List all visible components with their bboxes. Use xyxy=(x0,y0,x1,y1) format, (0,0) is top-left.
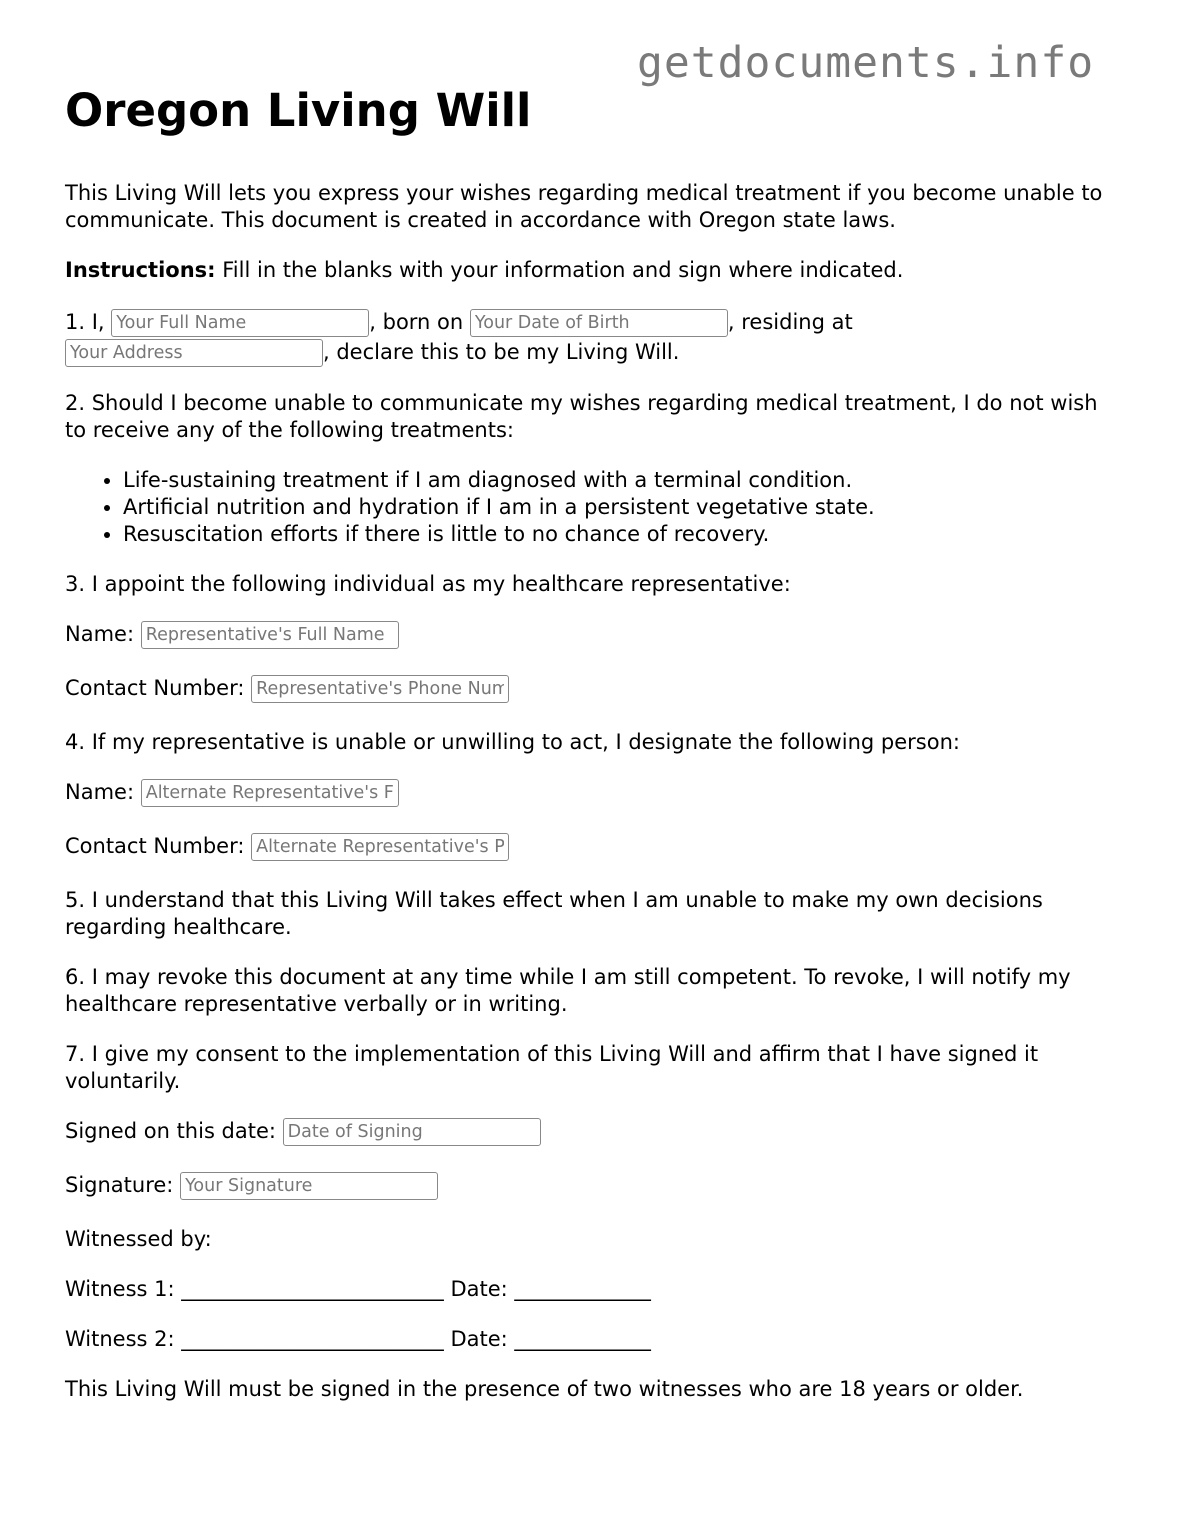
signature-row xyxy=(65,1172,1125,1200)
representative-paragraph: 3. I appoint the following individual as my healthcare representative: xyxy=(65,572,791,596)
signing-date-row xyxy=(65,1118,1125,1146)
declaration-residing-at: , residing at xyxy=(727,310,853,334)
page-title: Oregon Living Will xyxy=(65,84,532,137)
declaration-prefix: 1. I, xyxy=(65,310,112,334)
declaration-suffix: , declare this to be my Living Will. xyxy=(323,340,680,364)
declaration-paragraph xyxy=(65,307,1125,367)
instructions-paragraph xyxy=(65,257,1125,284)
representative-name-input[interactable] xyxy=(141,621,399,649)
revoke-paragraph: 6. I may revoke this document at any time while I am still competent. To revoke, I will notify my healthcare representative verbally or in writing. xyxy=(65,965,1071,1016)
intro-paragraph: This Living Will lets you express your wishes regarding medical treatment if you become unable to communicate. This document is created in accordance with Oregon state laws. xyxy=(65,181,1103,232)
list-item: • Artificial nutrition and hydration if I am in a persistent vegetative state. xyxy=(123,494,1125,521)
watermark: getdocuments.info xyxy=(637,38,1095,88)
alternate-contact-label: Contact Number: xyxy=(65,834,252,858)
witnessed-by-label: Witnessed by: xyxy=(65,1227,212,1251)
representative-contact-label: Contact Number: xyxy=(65,676,252,700)
treatment-list xyxy=(65,467,1125,548)
alternate-name-label: Name: xyxy=(65,780,141,804)
witness-2-line: Witness 2: _________________________ Date: _____________ xyxy=(65,1327,651,1351)
signature-input[interactable] xyxy=(180,1172,438,1200)
alternate-contact-row xyxy=(65,833,1125,861)
full-name-input[interactable] xyxy=(111,309,369,337)
address-input[interactable] xyxy=(65,339,323,367)
list-item: • Resuscitation efforts if there is little to no chance of recovery. xyxy=(123,521,1125,548)
date-of-birth-input[interactable] xyxy=(470,309,728,337)
witness-1-line: Witness 1: _________________________ Date: _____________ xyxy=(65,1277,651,1301)
instructions-label: Instructions: xyxy=(65,258,216,282)
representative-name-label: Name: xyxy=(65,622,141,646)
representative-phone-input[interactable] xyxy=(251,675,509,703)
alternate-phone-input[interactable] xyxy=(251,833,509,861)
consent-paragraph: 7. I give my consent to the implementation of this Living Will and affirm that I have signed it voluntarily. xyxy=(65,1042,1039,1093)
alternate-paragraph: 4. If my representative is unable or unwilling to act, I designate the following person: xyxy=(65,730,960,754)
alternate-name-input[interactable] xyxy=(141,779,399,807)
footer-note: This Living Will must be signed in the presence of two witnesses who are 18 years or older. xyxy=(65,1377,1024,1401)
treatment-wishes-paragraph: 2. Should I become unable to communicate my wishes regarding medical treatment, I do not wish to receive any of the following treatments: xyxy=(65,391,1098,442)
instructions-text: Fill in the blanks with your information and sign where indicated. xyxy=(215,258,904,282)
representative-contact-row xyxy=(65,675,1125,703)
signing-date-label: Signed on this date: xyxy=(65,1119,283,1143)
alternate-name-row xyxy=(65,779,1125,807)
representative-name-row xyxy=(65,621,1125,649)
list-item: • Life-sustaining treatment if I am diagnosed with a terminal condition. xyxy=(123,467,1125,494)
declaration-born-on: , born on xyxy=(369,310,470,334)
document-page xyxy=(65,82,1125,1426)
effect-paragraph: 5. I understand that this Living Will takes effect when I am unable to make my own decisions regarding healthcare. xyxy=(65,888,1043,939)
signature-label: Signature: xyxy=(65,1173,181,1197)
signing-date-input[interactable] xyxy=(283,1118,541,1146)
